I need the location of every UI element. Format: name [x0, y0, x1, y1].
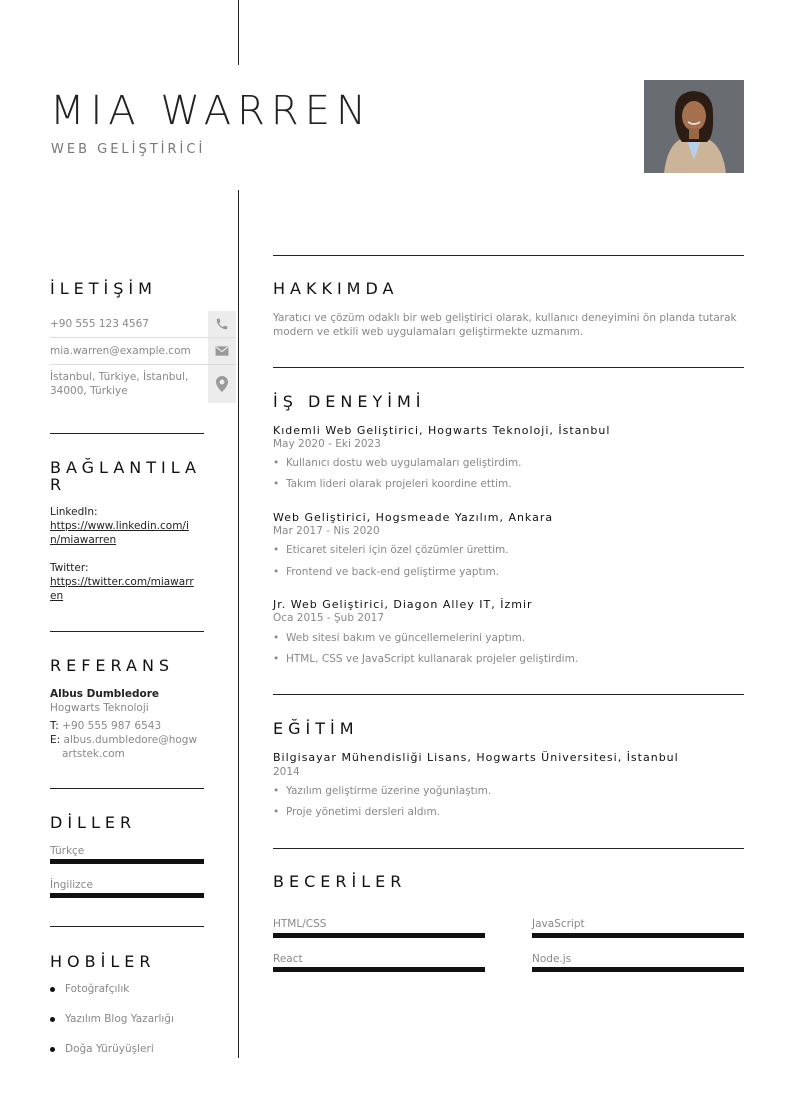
- job-bullet: • Eticaret siteleri için özel çözümler ürettim.: [273, 544, 509, 556]
- reference-heading: REFERANS: [50, 656, 175, 675]
- reference-email-line2: artstek.com: [62, 748, 125, 760]
- job-date: May 2020 - Eki 2023: [273, 438, 381, 450]
- linkedin-link[interactable]: [50, 519, 202, 547]
- profile-photo: [644, 80, 744, 173]
- sidebar-divider: [50, 926, 204, 927]
- job-bullet: • Kullanıcı dostu web uygulamaları geliştirdim.: [273, 457, 522, 469]
- contact-address-line1: İstanbul, Türkiye, İstanbul,: [50, 371, 189, 383]
- hobby-label: Fotoğrafçılık: [65, 983, 130, 995]
- language-name: İngilizce: [50, 879, 93, 891]
- reference-phone: +90 555 987 6543: [62, 720, 162, 732]
- hobby-label: Doğa Yürüyüşleri: [65, 1043, 154, 1055]
- job-bullet-text: Eticaret siteleri için özel çözümler ürettim.: [286, 544, 509, 556]
- education-bullet-text: Yazılım geliştirme üzerine yoğunlaştım.: [286, 785, 492, 797]
- education-bullet-text: Proje yönetimi dersleri aldım.: [286, 806, 441, 818]
- job-date: Oca 2015 - Şub 2017: [273, 612, 385, 624]
- twitter-label: Twitter:: [50, 562, 89, 574]
- twitter-link[interactable]: [50, 575, 202, 603]
- section-divider: [273, 255, 744, 256]
- reference-company: Hogwarts Teknoloji: [50, 702, 149, 714]
- skill-name: HTML/CSS: [273, 918, 327, 930]
- skill-name: JavaScript: [532, 918, 585, 930]
- map-pin-icon: [208, 365, 236, 403]
- job-title: WEB GELİŞTİRİCİ: [51, 142, 206, 157]
- envelope-icon: [208, 338, 236, 364]
- top-vertical-divider: [238, 0, 239, 65]
- job-bullet: • Frontend ve back-end geliştirme yaptım.: [273, 566, 500, 578]
- bullet-dot: [50, 1017, 55, 1022]
- candidate-name: MIA WARREN: [50, 88, 372, 134]
- job-bullet: • HTML, CSS ve JavaScript kullanarak projeler geliştirdim.: [273, 653, 579, 665]
- experience-heading: İŞ DENEYİMİ: [273, 392, 426, 411]
- reference-phone-label: T:: [50, 720, 59, 732]
- reference-email-line1: albus.dumbledore@hogw: [63, 734, 198, 746]
- hobby-item: [50, 983, 129, 995]
- job-title-heading: Kıdemli Web Geliştirici, Hogwarts Teknoloji, İstanbul: [273, 424, 611, 437]
- job-title-heading: Web Geliştirici, Hogsmeade Yazılım, Ankara: [273, 511, 554, 524]
- section-divider: [273, 694, 744, 695]
- contact-address-line2: 34000, Türkiye: [50, 385, 128, 397]
- language-level-bar: [50, 859, 204, 864]
- hobby-item: [50, 1013, 174, 1025]
- education-year: 2014: [273, 766, 300, 778]
- sidebar-divider: [50, 631, 204, 632]
- linkedin-url-line2[interactable]: n/miawarren: [50, 534, 117, 546]
- skill-name: React: [273, 953, 303, 965]
- job-bullet-text: Web sitesi bakım ve güncellemelerini yaptım.: [286, 632, 526, 644]
- job-date: Mar 2017 - Nis 2020: [273, 525, 380, 537]
- contact-address-row: [50, 365, 236, 403]
- links-heading-line1: BAĞLANTILA: [50, 458, 201, 477]
- skill-name: Node.js: [532, 953, 572, 965]
- about-text: [273, 311, 743, 339]
- contact-phone: +90 555 123 4567: [50, 318, 149, 330]
- reference-phone-row: [50, 719, 161, 733]
- about-text-line: modern ve etkili web uygulamaları geliştirmekte uzmanım.: [273, 326, 584, 338]
- linkedin-label: LinkedIn:: [50, 506, 98, 518]
- about-heading: HAKKIMDA: [273, 279, 399, 298]
- job-bullet-text: Kullanıcı dostu web uygulamaları geliştirdim.: [286, 457, 522, 469]
- job-bullet-text: HTML, CSS ve JavaScript kullanarak projeler geliştirdim.: [286, 653, 579, 665]
- reference-email-label: E:: [50, 734, 61, 746]
- job-bullet: • Takım lideri olarak projeleri koordine ettim.: [273, 478, 512, 490]
- contact-heading: İLETİŞİM: [50, 279, 157, 298]
- job-bullet: • Web sitesi bakım ve güncellemelerini yaptım.: [273, 632, 526, 644]
- contact-phone-row: [50, 311, 236, 338]
- sidebar-divider: [50, 788, 204, 789]
- job-bullet-text: Takım lideri olarak projeleri koordine ettim.: [286, 478, 512, 490]
- reference-name: Albus Dumbledore: [50, 688, 160, 700]
- contact-email: mia.warren@example.com: [50, 345, 191, 357]
- education-heading: EĞİTİM: [273, 719, 359, 738]
- section-divider: [273, 848, 744, 849]
- section-divider: [273, 367, 744, 368]
- job-bullet-text: Frontend ve back-end geliştirme yaptım.: [286, 566, 500, 578]
- twitter-url-line2[interactable]: en: [50, 590, 64, 602]
- twitter-url-line1[interactable]: https://twitter.com/miawarr: [50, 576, 194, 588]
- main-vertical-divider: [238, 190, 239, 1058]
- reference-email-row: [50, 733, 197, 747]
- job-title-heading: Jr. Web Geliştirici, Diagon Alley IT, İzmir: [273, 598, 533, 611]
- education-bullet: • Proje yönetimi dersleri aldım.: [273, 806, 441, 818]
- links-heading-line2: R: [50, 475, 67, 494]
- hobbies-heading: HOBİLER: [50, 952, 156, 971]
- hobby-label: Yazılım Blog Yazarlığı: [65, 1013, 174, 1025]
- language-level-bar: [50, 893, 204, 898]
- bullet-dot: [50, 987, 55, 992]
- bullet-dot: [50, 1047, 55, 1052]
- sidebar-divider: [50, 433, 204, 434]
- skills-heading: BECERİLER: [273, 872, 407, 891]
- skill-level-bar: [532, 967, 744, 972]
- linkedin-url-line1[interactable]: https://www.linkedin.com/i: [50, 520, 189, 532]
- hobby-item: [50, 1043, 154, 1055]
- language-name: Türkçe: [50, 845, 85, 857]
- skill-level-bar: [532, 933, 744, 938]
- phone-icon: [208, 311, 236, 337]
- contact-email-row: [50, 338, 236, 365]
- skill-level-bar: [273, 933, 485, 938]
- skill-level-bar: [273, 967, 485, 972]
- about-text-line: Yaratıcı ve çözüm odaklı bir web geliştirici olarak, kullanıcı deneyimini ön planda tutarak: [273, 312, 737, 324]
- languages-heading: DİLLER: [50, 813, 137, 832]
- education-bullet: • Yazılım geliştirme üzerine yoğunlaştım.: [273, 785, 492, 797]
- education-degree: Bilgisayar Mühendisliği Lisans, Hogwarts Üniversitesi, İstanbul: [273, 751, 679, 764]
